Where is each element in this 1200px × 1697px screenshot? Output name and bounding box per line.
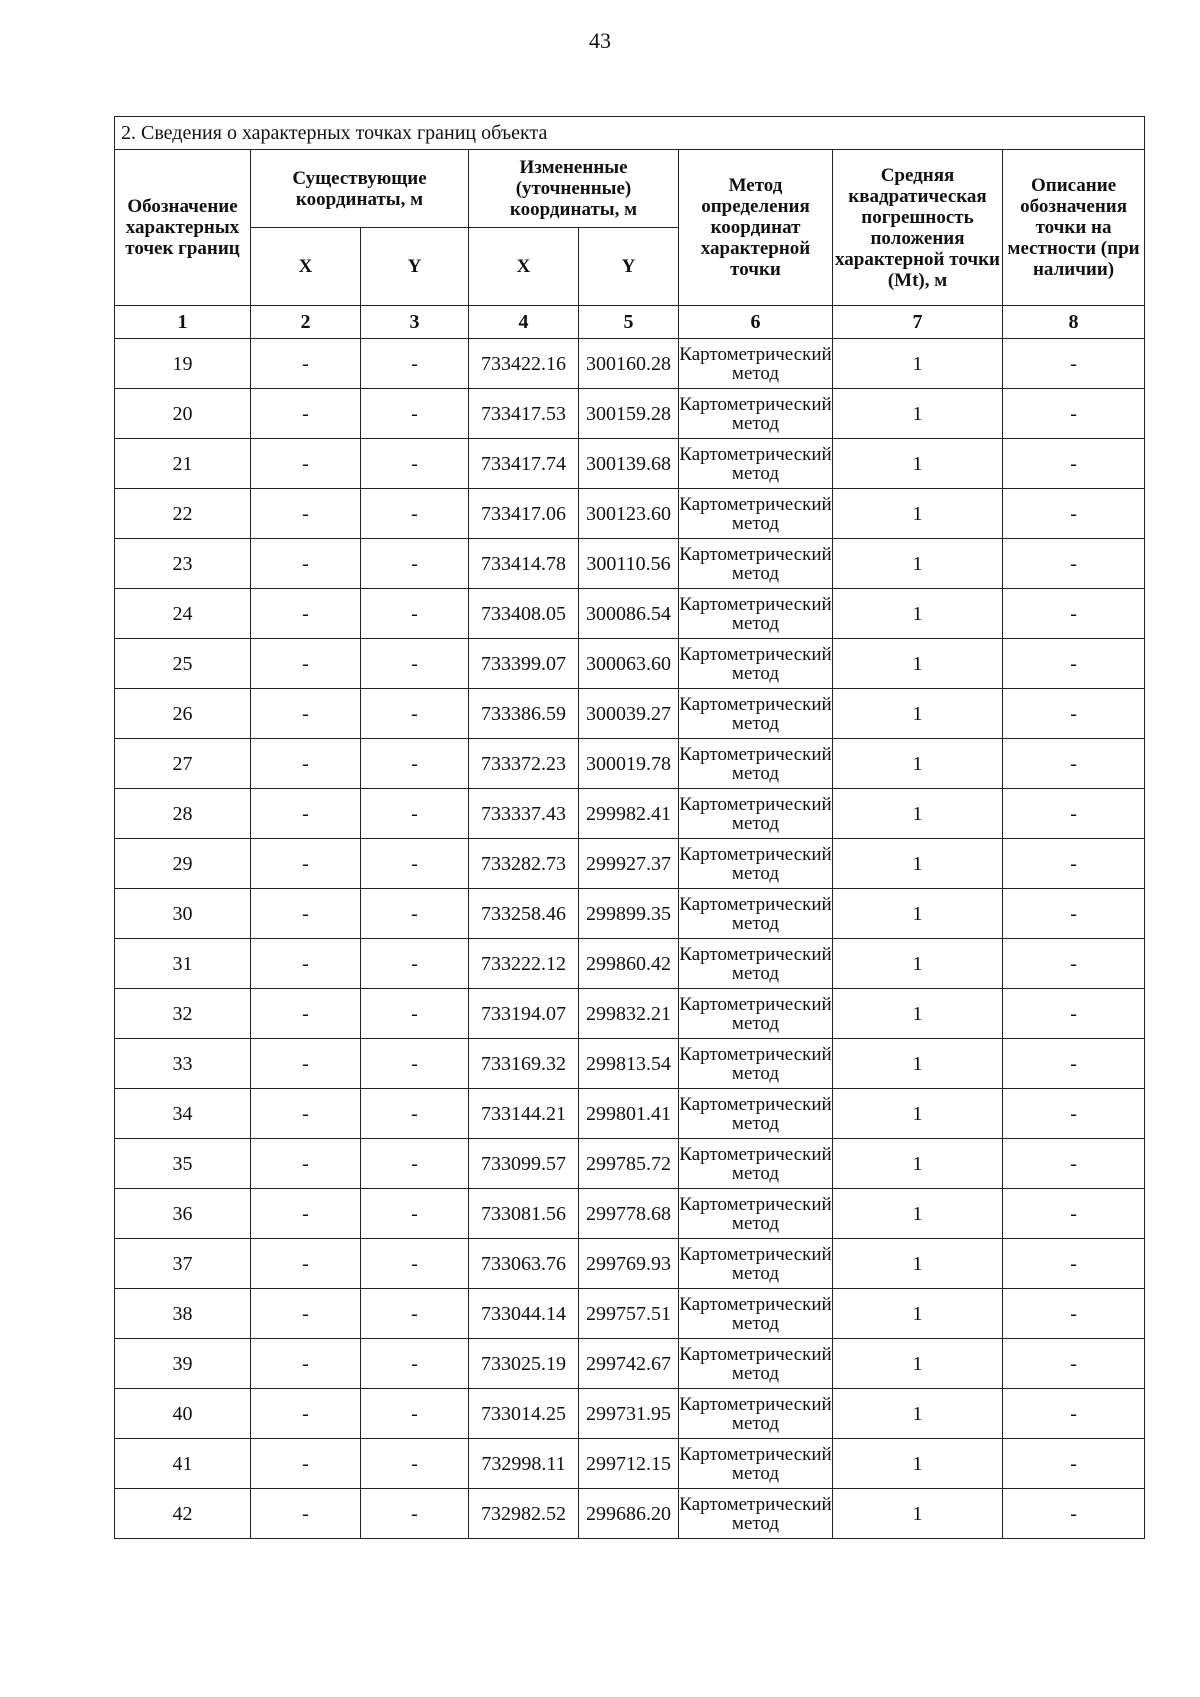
method-cell: Картометрический метод (679, 439, 833, 489)
existing-x-cell: - (251, 589, 361, 639)
error-mt-cell: 1 (833, 1189, 1003, 1239)
point-designation-cell: 38 (115, 1289, 251, 1339)
changed-y-cell: 300123.60 (579, 489, 679, 539)
description-cell: - (1003, 1239, 1145, 1289)
header-changed-x: X (469, 228, 579, 306)
description-cell: - (1003, 1039, 1145, 1089)
point-designation-cell: 34 (115, 1089, 251, 1139)
description-cell: - (1003, 939, 1145, 989)
table-row (115, 739, 1145, 789)
changed-y-cell: 299801.41 (579, 1089, 679, 1139)
header-existing-x: X (251, 228, 361, 306)
changed-x-cell: 732998.11 (469, 1439, 579, 1489)
description-cell: - (1003, 1139, 1145, 1189)
header-existing-coords: Существующие координаты, м (251, 150, 469, 228)
error-mt-cell: 1 (833, 1489, 1003, 1539)
description-cell: - (1003, 739, 1145, 789)
table-row (115, 839, 1145, 889)
changed-x-cell: 733417.53 (469, 389, 579, 439)
header-changed-coords: Измененные (уточненные) координаты, м (469, 150, 679, 228)
table-row (115, 889, 1145, 939)
error-mt-cell: 1 (833, 589, 1003, 639)
changed-x-cell: 733414.78 (469, 539, 579, 589)
changed-y-cell: 299832.21 (579, 989, 679, 1039)
existing-x-cell: - (251, 1139, 361, 1189)
method-cell: Картометрический метод (679, 1039, 833, 1089)
description-cell: - (1003, 1439, 1145, 1489)
point-designation-cell: 21 (115, 439, 251, 489)
header-method: Метод определения координат характерной точки (679, 150, 833, 306)
existing-y-cell: - (361, 489, 469, 539)
column-number: 4 (469, 306, 579, 339)
description-cell: - (1003, 489, 1145, 539)
changed-x-cell: 733169.32 (469, 1039, 579, 1089)
changed-y-cell: 299769.93 (579, 1239, 679, 1289)
table-row (115, 1289, 1145, 1339)
changed-x-cell: 732982.52 (469, 1489, 579, 1539)
point-designation-cell: 22 (115, 489, 251, 539)
changed-y-cell: 299927.37 (579, 839, 679, 889)
error-mt-cell: 1 (833, 1289, 1003, 1339)
description-cell: - (1003, 1089, 1145, 1139)
changed-y-cell: 299757.51 (579, 1289, 679, 1339)
description-cell: - (1003, 1339, 1145, 1389)
method-cell: Картометрический метод (679, 639, 833, 689)
point-designation-cell: 31 (115, 939, 251, 989)
column-number: 6 (679, 306, 833, 339)
description-cell: - (1003, 689, 1145, 739)
existing-x-cell: - (251, 989, 361, 1039)
point-designation-cell: 23 (115, 539, 251, 589)
method-cell: Картометрический метод (679, 1139, 833, 1189)
point-designation-cell: 35 (115, 1139, 251, 1189)
method-cell: Картометрический метод (679, 589, 833, 639)
column-number-row (115, 306, 1145, 339)
changed-x-cell: 733282.73 (469, 839, 579, 889)
description-cell: - (1003, 889, 1145, 939)
method-cell: Картометрический метод (679, 789, 833, 839)
existing-y-cell: - (361, 739, 469, 789)
error-mt-cell: 1 (833, 689, 1003, 739)
changed-x-cell: 733222.12 (469, 939, 579, 989)
existing-x-cell: - (251, 839, 361, 889)
existing-y-cell: - (361, 339, 469, 389)
page-number: 43 (589, 28, 611, 53)
description-cell: - (1003, 539, 1145, 589)
existing-y-cell: - (361, 1089, 469, 1139)
point-designation-cell: 26 (115, 689, 251, 739)
table-row (115, 789, 1145, 839)
changed-y-cell: 299731.95 (579, 1389, 679, 1439)
table-row (115, 1439, 1145, 1489)
table-row (115, 339, 1145, 389)
table-row (115, 689, 1145, 739)
error-mt-cell: 1 (833, 389, 1003, 439)
description-cell: - (1003, 589, 1145, 639)
changed-y-cell: 300063.60 (579, 639, 679, 689)
description-cell: - (1003, 1289, 1145, 1339)
existing-x-cell: - (251, 339, 361, 389)
point-designation-cell: 28 (115, 789, 251, 839)
changed-x-cell: 733386.59 (469, 689, 579, 739)
point-designation-cell: 29 (115, 839, 251, 889)
error-mt-cell: 1 (833, 439, 1003, 489)
column-number: 7 (833, 306, 1003, 339)
table-row (115, 1139, 1145, 1189)
error-mt-cell: 1 (833, 1389, 1003, 1439)
error-mt-cell: 1 (833, 1139, 1003, 1189)
point-designation-cell: 39 (115, 1339, 251, 1389)
point-designation-cell: 33 (115, 1039, 251, 1089)
changed-y-cell: 299785.72 (579, 1139, 679, 1189)
description-cell: - (1003, 339, 1145, 389)
error-mt-cell: 1 (833, 1239, 1003, 1289)
error-mt-cell: 1 (833, 1089, 1003, 1139)
existing-x-cell: - (251, 639, 361, 689)
changed-y-cell: 300159.28 (579, 389, 679, 439)
table-row (115, 389, 1145, 439)
method-cell: Картометрический метод (679, 839, 833, 889)
existing-y-cell: - (361, 1439, 469, 1489)
existing-x-cell: - (251, 1389, 361, 1439)
description-cell: - (1003, 1389, 1145, 1439)
existing-y-cell: - (361, 789, 469, 839)
existing-x-cell: - (251, 939, 361, 989)
description-cell: - (1003, 789, 1145, 839)
existing-y-cell: - (361, 939, 469, 989)
changed-x-cell: 733099.57 (469, 1139, 579, 1189)
changed-x-cell: 733408.05 (469, 589, 579, 639)
column-number: 3 (361, 306, 469, 339)
changed-x-cell: 733417.06 (469, 489, 579, 539)
description-cell: - (1003, 1189, 1145, 1239)
error-mt-cell: 1 (833, 1439, 1003, 1489)
existing-y-cell: - (361, 389, 469, 439)
point-designation-cell: 42 (115, 1489, 251, 1539)
error-mt-cell: 1 (833, 739, 1003, 789)
table-row (115, 1339, 1145, 1389)
error-mt-cell: 1 (833, 889, 1003, 939)
existing-x-cell: - (251, 1089, 361, 1139)
existing-x-cell: - (251, 539, 361, 589)
point-designation-cell: 41 (115, 1439, 251, 1489)
error-mt-cell: 1 (833, 989, 1003, 1039)
table-row (115, 989, 1145, 1039)
changed-x-cell: 733025.19 (469, 1339, 579, 1389)
changed-x-cell: 733399.07 (469, 639, 579, 689)
changed-y-cell: 299813.54 (579, 1039, 679, 1089)
existing-x-cell: - (251, 489, 361, 539)
header-existing-y: Y (361, 228, 469, 306)
method-cell: Картометрический метод (679, 1189, 833, 1239)
method-cell: Картометрический метод (679, 889, 833, 939)
method-cell: Картометрический метод (679, 489, 833, 539)
point-designation-cell: 37 (115, 1239, 251, 1289)
column-number: 1 (115, 306, 251, 339)
point-designation-cell: 36 (115, 1189, 251, 1239)
changed-x-cell: 733417.74 (469, 439, 579, 489)
changed-y-cell: 299982.41 (579, 789, 679, 839)
point-designation-cell: 24 (115, 589, 251, 639)
existing-y-cell: - (361, 639, 469, 689)
existing-x-cell: - (251, 1289, 361, 1339)
table-row (115, 1189, 1145, 1239)
table-row (115, 639, 1145, 689)
description-cell: - (1003, 389, 1145, 439)
changed-x-cell: 733422.16 (469, 339, 579, 389)
error-mt-cell: 1 (833, 1039, 1003, 1089)
existing-y-cell: - (361, 889, 469, 939)
existing-y-cell: - (361, 1189, 469, 1239)
existing-y-cell: - (361, 1389, 469, 1439)
existing-x-cell: - (251, 1489, 361, 1539)
existing-y-cell: - (361, 839, 469, 889)
existing-y-cell: - (361, 689, 469, 739)
changed-y-cell: 300019.78 (579, 739, 679, 789)
existing-x-cell: - (251, 389, 361, 439)
error-mt-cell: 1 (833, 489, 1003, 539)
table-row (115, 939, 1145, 989)
changed-y-cell: 299712.15 (579, 1439, 679, 1489)
changed-x-cell: 733144.21 (469, 1089, 579, 1139)
boundary-points-table (114, 116, 1145, 1539)
existing-y-cell: - (361, 1139, 469, 1189)
error-mt-cell: 1 (833, 1339, 1003, 1389)
method-cell: Картометрический метод (679, 1339, 833, 1389)
changed-x-cell: 733014.25 (469, 1389, 579, 1439)
changed-y-cell: 300039.27 (579, 689, 679, 739)
existing-x-cell: - (251, 1039, 361, 1089)
changed-y-cell: 299778.68 (579, 1189, 679, 1239)
section-title: 2. Сведения о характерных точках границ объекта (115, 117, 1145, 150)
method-cell: Картометрический метод (679, 939, 833, 989)
point-designation-cell: 32 (115, 989, 251, 1039)
method-cell: Картометрический метод (679, 1489, 833, 1539)
existing-y-cell: - (361, 989, 469, 1039)
changed-x-cell: 733258.46 (469, 889, 579, 939)
header-error: Средняя квадратическая погрешность положения характерной точки (Mt), м (833, 150, 1003, 306)
existing-y-cell: - (361, 1039, 469, 1089)
table-row (115, 1239, 1145, 1289)
header-description: Описание обозначения точки на местности (при наличии) (1003, 150, 1145, 306)
method-cell: Картометрический метод (679, 1089, 833, 1139)
changed-x-cell: 733337.43 (469, 789, 579, 839)
existing-x-cell: - (251, 739, 361, 789)
changed-y-cell: 300160.28 (579, 339, 679, 389)
point-designation-cell: 20 (115, 389, 251, 439)
description-cell: - (1003, 439, 1145, 489)
existing-x-cell: - (251, 1339, 361, 1389)
changed-y-cell: 299860.42 (579, 939, 679, 989)
header-changed-y: Y (579, 228, 679, 306)
table-row (115, 439, 1145, 489)
method-cell: Картометрический метод (679, 689, 833, 739)
table-row (115, 1489, 1145, 1539)
point-designation-cell: 19 (115, 339, 251, 389)
table-row (115, 489, 1145, 539)
existing-x-cell: - (251, 1239, 361, 1289)
point-designation-cell: 27 (115, 739, 251, 789)
description-cell: - (1003, 1489, 1145, 1539)
header-point-designation: Обозначение характерных точек границ (115, 150, 251, 306)
existing-x-cell: - (251, 889, 361, 939)
existing-x-cell: - (251, 1189, 361, 1239)
existing-y-cell: - (361, 539, 469, 589)
existing-x-cell: - (251, 1439, 361, 1489)
method-cell: Картометрический метод (679, 1389, 833, 1439)
table-row (115, 1039, 1145, 1089)
existing-y-cell: - (361, 589, 469, 639)
error-mt-cell: 1 (833, 789, 1003, 839)
existing-x-cell: - (251, 439, 361, 489)
changed-y-cell: 300086.54 (579, 589, 679, 639)
changed-y-cell: 299899.35 (579, 889, 679, 939)
method-cell: Картометрический метод (679, 739, 833, 789)
error-mt-cell: 1 (833, 939, 1003, 989)
error-mt-cell: 1 (833, 839, 1003, 889)
method-cell: Картометрический метод (679, 539, 833, 589)
changed-x-cell: 733194.07 (469, 989, 579, 1039)
changed-y-cell: 299686.20 (579, 1489, 679, 1539)
existing-x-cell: - (251, 789, 361, 839)
changed-x-cell: 733044.14 (469, 1289, 579, 1339)
method-cell: Картометрический метод (679, 339, 833, 389)
table-row (115, 1089, 1145, 1139)
column-number: 5 (579, 306, 679, 339)
point-designation-cell: 40 (115, 1389, 251, 1439)
error-mt-cell: 1 (833, 539, 1003, 589)
point-designation-cell: 30 (115, 889, 251, 939)
existing-y-cell: - (361, 439, 469, 489)
table-body (115, 339, 1145, 1539)
changed-x-cell: 733372.23 (469, 739, 579, 789)
existing-y-cell: - (361, 1339, 469, 1389)
column-number: 8 (1003, 306, 1145, 339)
method-cell: Картометрический метод (679, 1239, 833, 1289)
table-row (115, 589, 1145, 639)
point-designation-cell: 25 (115, 639, 251, 689)
error-mt-cell: 1 (833, 339, 1003, 389)
changed-x-cell: 733063.76 (469, 1239, 579, 1289)
existing-y-cell: - (361, 1489, 469, 1539)
changed-y-cell: 300110.56 (579, 539, 679, 589)
changed-y-cell: 299742.67 (579, 1339, 679, 1389)
description-cell: - (1003, 839, 1145, 889)
existing-y-cell: - (361, 1239, 469, 1289)
header-row-top (115, 150, 1145, 228)
method-cell: Картометрический метод (679, 1289, 833, 1339)
table-row (115, 1389, 1145, 1439)
method-cell: Картометрический метод (679, 389, 833, 439)
description-cell: - (1003, 639, 1145, 689)
changed-y-cell: 300139.68 (579, 439, 679, 489)
table-row (115, 539, 1145, 589)
changed-x-cell: 733081.56 (469, 1189, 579, 1239)
column-number: 2 (251, 306, 361, 339)
section-title-row (115, 117, 1145, 150)
method-cell: Картометрический метод (679, 1439, 833, 1489)
existing-x-cell: - (251, 689, 361, 739)
error-mt-cell: 1 (833, 639, 1003, 689)
description-cell: - (1003, 989, 1145, 1039)
method-cell: Картометрический метод (679, 989, 833, 1039)
existing-y-cell: - (361, 1289, 469, 1339)
